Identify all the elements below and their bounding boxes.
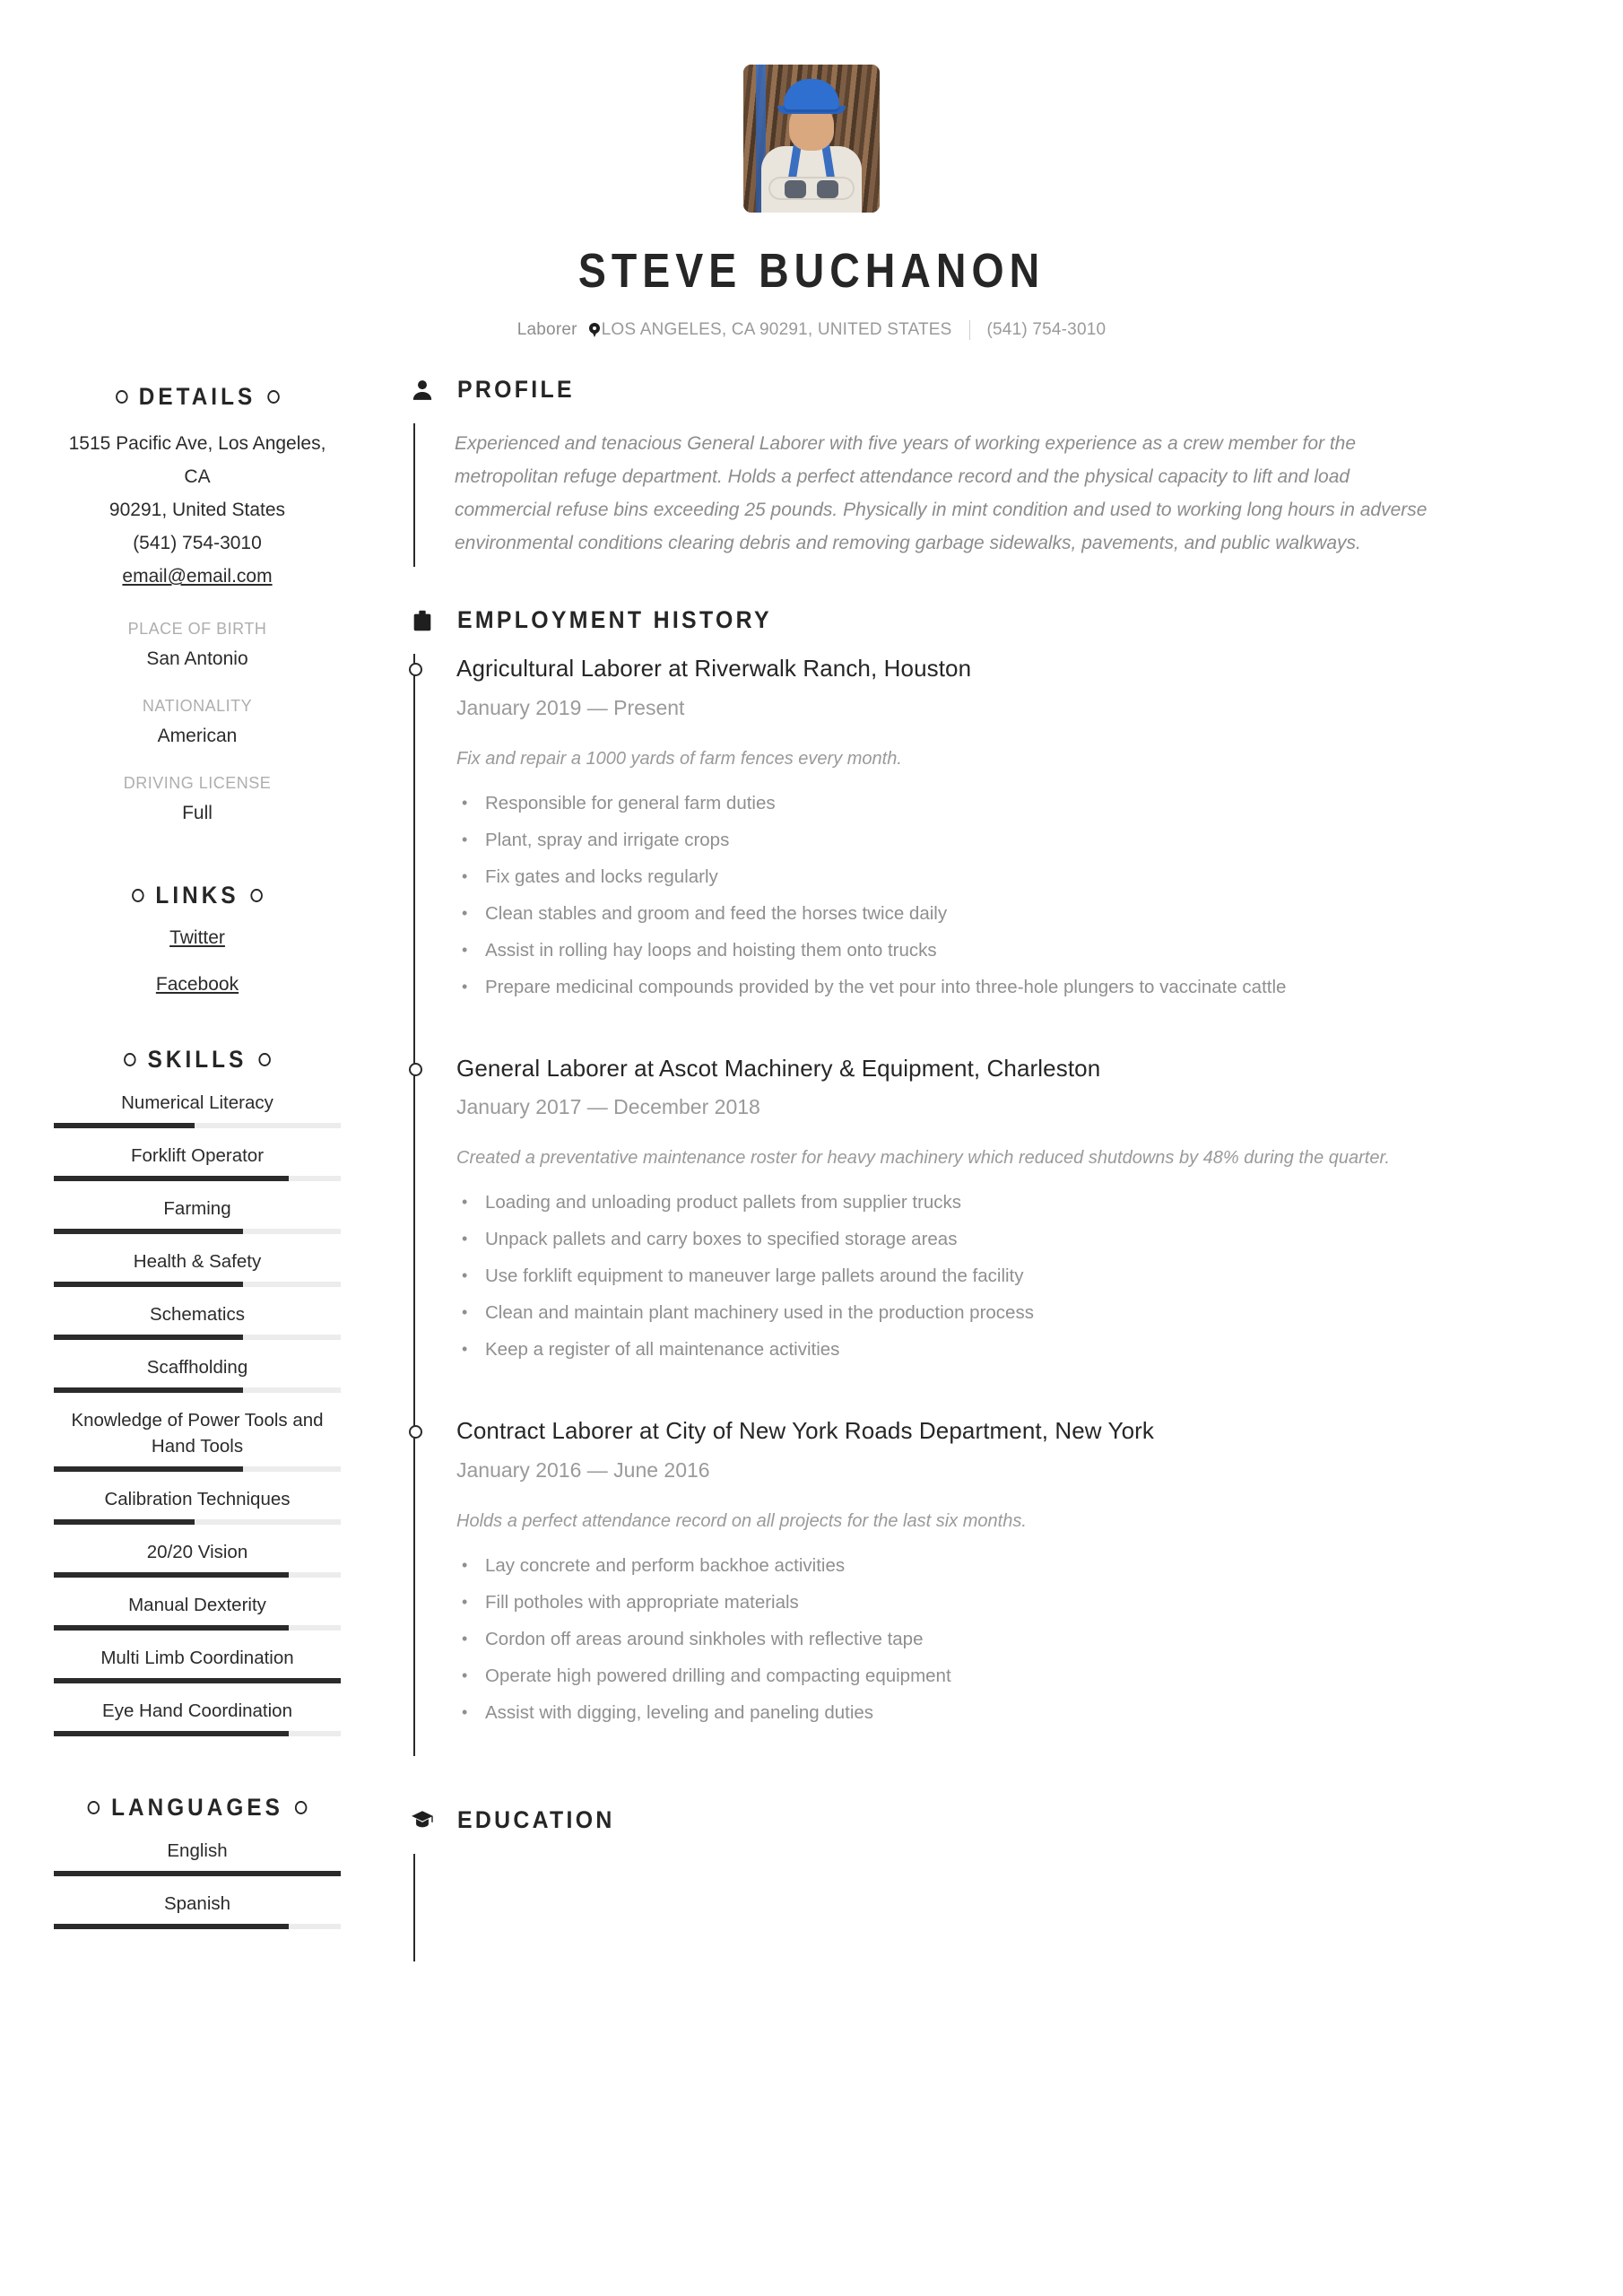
skill-track: [54, 1335, 341, 1340]
language-item: [54, 1891, 341, 1929]
graduation-cap-icon: [411, 1808, 434, 1831]
list-item: • Operate high powered drilling and compacting equipment: [456, 1663, 1400, 1690]
education-heading-label: EDUCATION: [457, 1805, 615, 1833]
skill-item: [54, 1143, 341, 1181]
skill-fill: [54, 1731, 289, 1736]
detail-field-place-of-birth: [54, 620, 341, 670]
timeline-dot-icon: [409, 1425, 422, 1439]
skill-label: Calibration Techniques: [104, 1489, 291, 1509]
skill-fill: [54, 1176, 289, 1181]
resume-body: [0, 376, 1623, 1961]
language-track: [54, 1871, 341, 1876]
list-item: • Keep a register of all maintenance activities: [456, 1336, 1400, 1363]
employment-heading: [411, 606, 1569, 634]
languages-bar-list: [54, 1838, 341, 1929]
section-employment-history: [411, 606, 1569, 1756]
languages-heading: [68, 1794, 326, 1822]
profile-photo: [743, 65, 880, 213]
employment-entry: [456, 654, 1569, 1031]
skills-heading: [68, 1046, 326, 1074]
links-heading-label: LINKS: [155, 882, 239, 909]
employment-summary: Created a preventative maintenance roster for heavy machinery which reduced shutdowns by 48% during the quarter.: [456, 1148, 1390, 1168]
skill-fill: [54, 1519, 195, 1525]
education-heading: [411, 1806, 1569, 1834]
skill-track: [54, 1678, 341, 1683]
list-item: • Prepare medicinal compounds provided by the vet pour into three-hole plungers to vaccinate cattle: [456, 974, 1400, 1001]
skill-label: 20/20 Vision: [146, 1542, 248, 1562]
list-item: • Responsible for general farm duties: [456, 790, 1400, 817]
spacer: [456, 1393, 1569, 1416]
skill-item: [54, 1539, 341, 1578]
detail-address-line1: 1515 Pacific Ave, Los Angeles, CA: [68, 433, 326, 487]
list-item: • Assist with digging, leveling and paneling duties: [456, 1700, 1400, 1726]
skill-item: [54, 1354, 341, 1393]
ring-icon-right: [258, 1053, 271, 1066]
list-item: • Lay concrete and perform backhoe activities: [456, 1552, 1400, 1579]
skill-track: [54, 1176, 341, 1181]
employment-date-range: January 2017 — December 2018: [456, 1095, 760, 1118]
skill-fill: [54, 1387, 243, 1393]
skill-fill: [54, 1229, 243, 1234]
skill-track: [54, 1731, 341, 1736]
list-item: • Fill potholes with appropriate materials: [456, 1589, 1400, 1616]
skill-item: [54, 1301, 341, 1340]
list-item: • Clean stables and groom and feed the horses twice daily: [456, 900, 1400, 927]
skill-fill: [54, 1123, 195, 1128]
profile-body: [413, 423, 1569, 567]
list-item: • Fix gates and locks regularly: [456, 864, 1400, 891]
detail-value: American: [157, 726, 238, 746]
skill-item: [54, 1407, 341, 1472]
sidebar-section-languages: [54, 1794, 341, 1929]
skills-bar-list: [54, 1090, 341, 1736]
section-profile: [411, 376, 1569, 567]
resume-header: [0, 0, 1623, 340]
employment-summary: Fix and repair a 1000 yards of farm fences every month.: [456, 748, 902, 769]
profile-heading: [411, 376, 1569, 404]
spacer: [456, 1031, 1569, 1054]
person-icon: [411, 378, 434, 402]
detail-phone: (541) 754-3010: [133, 533, 262, 553]
skill-track: [54, 1466, 341, 1472]
sidebar-section-links: [54, 882, 341, 996]
links-list: [54, 927, 341, 996]
detail-field-driving-license: [54, 774, 341, 824]
language-fill: [54, 1924, 289, 1929]
list-item: • Use forklift equipment to maneuver large pallets around the facility: [456, 1263, 1400, 1290]
list-item[interactable]: [54, 974, 341, 996]
skill-track: [54, 1519, 341, 1525]
skill-label: Multi Limb Coordination: [100, 1648, 294, 1668]
list-item: • Cordon off areas around sinkholes with reflective tape: [456, 1626, 1400, 1653]
skill-fill: [54, 1466, 243, 1472]
detail-value: San Antonio: [146, 648, 248, 669]
link-facebook[interactable]: Facebook: [155, 974, 239, 995]
ring-icon-right: [250, 889, 263, 902]
timeline-dot-icon: [409, 663, 422, 676]
sidebar-section-details: [54, 383, 341, 824]
list-item: • Plant, spray and irrigate crops: [456, 827, 1400, 854]
skill-fill: [54, 1572, 289, 1578]
list-item: • Unpack pallets and carry boxes to specified storage areas: [456, 1226, 1400, 1253]
language-label: English: [167, 1840, 228, 1861]
skill-label: Manual Dexterity: [128, 1595, 266, 1615]
skill-track: [54, 1123, 341, 1128]
skill-item: [54, 1486, 341, 1525]
language-item: [54, 1838, 341, 1876]
skill-fill: [54, 1282, 243, 1287]
skill-track: [54, 1229, 341, 1234]
skill-fill: [54, 1625, 289, 1631]
employment-title: Contract Laborer at City of New York Roads Department, New York: [456, 1417, 1155, 1444]
employment-title: General Laborer at Ascot Machinery & Equipment, Charleston: [456, 1054, 1101, 1082]
skills-heading-label: SKILLS: [147, 1046, 247, 1073]
ring-icon-left: [125, 1053, 137, 1066]
skill-item: [54, 1698, 341, 1736]
employment-heading-label: EMPLOYMENT HISTORY: [457, 606, 772, 633]
details-contact-block: [54, 427, 341, 593]
header-contact-line: [0, 320, 1623, 340]
employment-summary: Holds a perfect attendance record on all projects for the last six months.: [456, 1510, 1027, 1531]
language-track: [54, 1924, 341, 1929]
sidebar: [54, 376, 377, 1961]
details-heading: [68, 383, 326, 411]
employment-bullet-list: [456, 1552, 1569, 1726]
main-column: [377, 376, 1569, 1961]
language-label: Spanish: [163, 1893, 231, 1914]
detail-label: PLACE OF BIRTH: [127, 620, 267, 638]
skill-item: [54, 1592, 341, 1631]
skill-label: Forklift Operator: [130, 1145, 265, 1166]
employment-bullet-list: [456, 790, 1569, 1001]
links-heading: [68, 882, 326, 909]
employment-title: Agricultural Laborer at Riverwalk Ranch, Houston: [456, 655, 972, 682]
list-item[interactable]: [54, 927, 341, 949]
list-item: • Clean and maintain plant machinery used in the production process: [456, 1300, 1400, 1326]
skill-label: Schematics: [150, 1304, 245, 1325]
photo-crossed-arms: [768, 177, 855, 200]
ring-icon-right: [294, 1801, 306, 1814]
detail-email-link[interactable]: email@email.com: [122, 566, 273, 587]
skill-track: [54, 1572, 341, 1578]
photo-glove-right: [817, 180, 838, 198]
timeline-dot-icon: [409, 1063, 422, 1076]
detail-address-line2: 90291, United States: [108, 500, 286, 520]
profile-text: Experienced and tenacious General Laborer with five years of working experience as a crew member for the metropolitan refuge department. Holds a perfect attendance record and the physical capacity to lift and load commercial refuse bins exceeding 25 pounds. Physically in mint condition and used to working long hours in adverse environmental conditions clearing debris and removing garbage sidewalks, pavements, and public walkways.: [455, 433, 1428, 553]
skill-fill: [54, 1678, 341, 1683]
employment-entry: [456, 1054, 1569, 1394]
skill-label: Knowledge of Power Tools and Hand Tools: [71, 1410, 324, 1457]
skill-label: Scaffholding: [146, 1357, 248, 1378]
sidebar-section-skills: [54, 1046, 341, 1736]
divider: [969, 320, 970, 340]
skill-item: [54, 1196, 341, 1234]
page-title: STEVE BUCHANON: [577, 244, 1046, 298]
ring-icon-left: [132, 889, 144, 902]
skill-fill: [54, 1335, 243, 1340]
skill-label: Health & Safety: [133, 1251, 262, 1272]
location-pin-icon: [589, 323, 600, 337]
section-education: [411, 1806, 1569, 1961]
detail-value: Full: [182, 803, 213, 823]
detail-label: DRIVING LICENSE: [123, 774, 272, 792]
header-location: LOS ANGELES, CA 90291, UNITED STATES: [601, 320, 952, 339]
employment-entry: [456, 1416, 1569, 1756]
list-item: • Assist in rolling hay loops and hoisting them onto trucks: [456, 937, 1400, 964]
profile-heading-label: PROFILE: [457, 376, 575, 403]
skill-item: [54, 1645, 341, 1683]
skill-label: Numerical Literacy: [121, 1092, 273, 1113]
languages-heading-label: LANGUAGES: [111, 1794, 283, 1821]
detail-label: NATIONALITY: [142, 697, 253, 715]
education-body: [413, 1854, 1569, 1961]
skill-label: Eye Hand Coordination: [102, 1700, 292, 1721]
skill-item: [54, 1090, 341, 1128]
skill-item: [54, 1248, 341, 1287]
employment-date-range: January 2016 — June 2016: [456, 1457, 710, 1482]
skill-track: [54, 1282, 341, 1287]
details-heading-label: DETAILS: [138, 383, 256, 410]
ring-icon-left: [88, 1801, 100, 1814]
employment-bullet-list: [456, 1189, 1569, 1363]
header-phone: (541) 754-3010: [986, 320, 1107, 339]
ring-icon-left: [116, 390, 128, 404]
skill-track: [54, 1625, 341, 1631]
photo-glove-left: [785, 180, 806, 198]
skill-label: Farming: [163, 1198, 231, 1219]
detail-field-nationality: [54, 697, 341, 747]
list-item: • Loading and unloading product pallets from supplier trucks: [456, 1189, 1400, 1216]
employment-date-range: January 2019 — Present: [456, 695, 685, 719]
language-fill: [54, 1871, 341, 1876]
employment-timeline: [413, 654, 1569, 1756]
briefcase-icon: [411, 609, 434, 632]
skill-track: [54, 1387, 341, 1393]
ring-icon-right: [267, 390, 280, 404]
link-twitter[interactable]: Twitter: [169, 927, 225, 948]
header-job-title: Laborer: [516, 320, 577, 339]
